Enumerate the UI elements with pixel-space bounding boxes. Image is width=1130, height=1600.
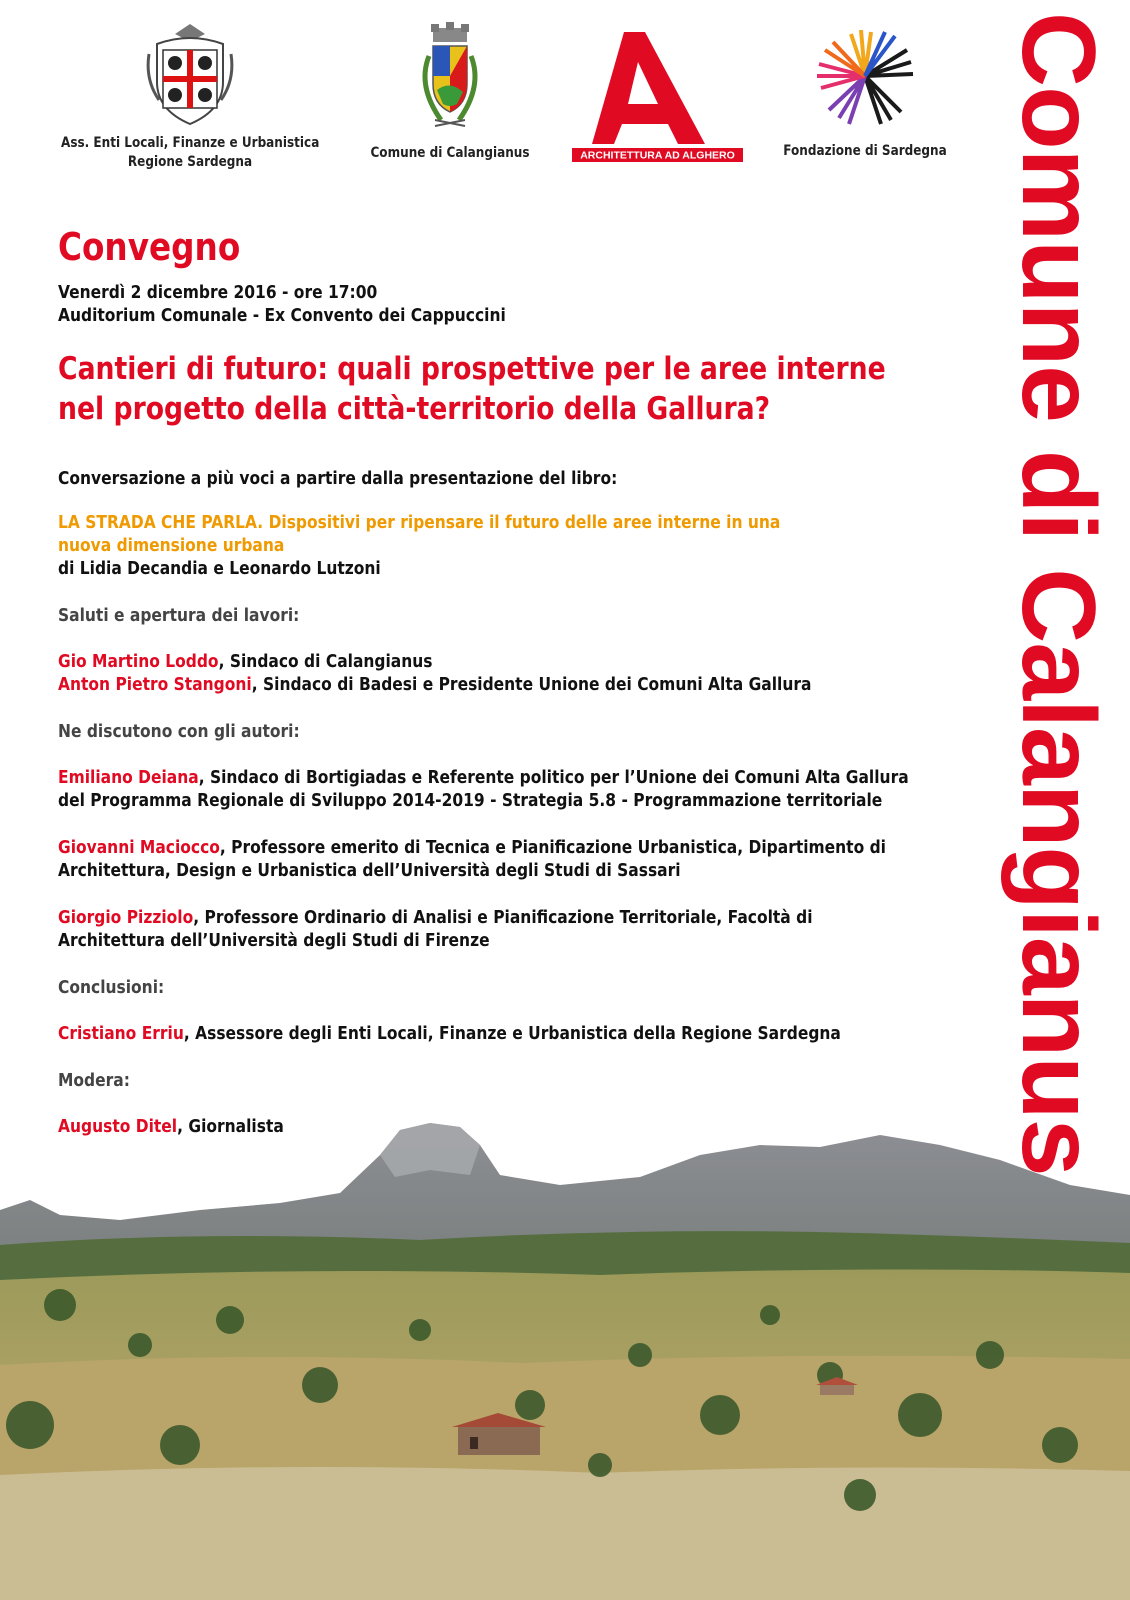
main-content <box>58 225 958 1138</box>
book-title-line1: LA STRADA CHE PARLA. Dispositivi per ripensare il futuro delle aree interne in una <box>58 512 781 533</box>
conclusioni-line <box>58 1022 957 1045</box>
modera-name: Augusto Ditel <box>58 1116 178 1137</box>
logo-regione-sardegna <box>40 20 340 172</box>
comune-caption: Comune di Calangianus <box>370 145 530 161</box>
speaker-name: Gio Martino Loddo <box>58 651 219 672</box>
conclusioni-name: Cristiano Erriu <box>58 1023 184 1044</box>
discussant-line <box>58 906 957 929</box>
discussant-line <box>58 836 957 859</box>
comune-crest-icon <box>405 20 495 136</box>
event-title <box>58 349 957 429</box>
speaker-role: , Sindaco di Calangianus <box>218 651 433 672</box>
architettura-a-logo-icon <box>570 20 745 162</box>
speaker-name: Anton Pietro Stangoni <box>58 674 252 695</box>
discussant-name: Emiliano Deiana <box>58 767 199 788</box>
discussant-role: , Professore emerito di Tecnica e Pianificazione Urbanistica, Dipartimento di <box>219 837 886 858</box>
logo-comune-calangianus <box>355 20 545 163</box>
discussant-role-cont: Architettura, Design e Urbanistica dell’Università degli Studi di Sassari <box>58 860 681 881</box>
event-title-line2: nel progetto della città-territorio della Gallura? <box>58 391 771 427</box>
conclusioni-role: , Assessore degli Enti Locali, Finanze e Urbanistica della Regione Sardegna <box>183 1023 841 1044</box>
discussants-heading: Ne discutono con gli autori: <box>58 721 300 742</box>
discussant-role-cont: Architettura dell’Università degli Studi di Firenze <box>58 930 490 951</box>
fondazione-caption: Fondazione di Sardegna <box>783 143 947 159</box>
architettura-caption: ARCHITETTURA AD ALGHERO <box>580 149 735 162</box>
modera-line <box>58 1115 957 1138</box>
landscape-photo <box>0 1115 1130 1600</box>
regione-crest-icon <box>145 20 235 130</box>
event-title-line1: Cantieri di futuro: quali prospettive per le aree interne <box>58 351 886 387</box>
book-title-line2: nuova dimensione urbana <box>58 535 285 556</box>
speaker-line <box>58 673 957 696</box>
saluti-heading: Saluti e apertura dei lavori: <box>58 605 300 626</box>
book-authors: di Lidia Decandia e Leonardo Lutzoni <box>58 558 381 579</box>
event-venue: Auditorium Comunale - Ex Convento dei Cappuccini <box>58 305 506 326</box>
logo-fondazione-sardegna <box>770 20 960 161</box>
discussant-role: , Sindaco di Bortigiadas e Referente politico per l’Unione dei Comuni Alta Gallura <box>198 767 909 788</box>
regione-caption-line2: Regione Sardegna <box>127 154 253 170</box>
discussant-role: , Professore Ordinario di Analisi e Pianificazione Territoriale, Facoltà di <box>193 907 813 928</box>
speaker-line <box>58 650 957 673</box>
speaker-role: , Sindaco di Badesi e Presidente Unione dei Comuni Alta Gallura <box>251 674 812 695</box>
book-intro: Conversazione a più voci a partire dalla presentazione del libro: <box>58 468 618 489</box>
discussant-name: Giovanni Maciocco <box>58 837 220 858</box>
logo-architettura-alghero <box>565 20 750 166</box>
fondazione-star-icon <box>809 20 921 132</box>
modera-heading: Modera: <box>58 1070 130 1091</box>
conclusioni-heading: Conclusioni: <box>58 977 165 998</box>
modera-role: , Giornalista <box>177 1116 284 1137</box>
event-date: Venerdì 2 dicembre 2016 - ore 17:00 <box>58 282 378 303</box>
side-title-vertical: Comune di Calangianus <box>1000 12 1116 1176</box>
event-type-heading: Convegno <box>58 225 241 269</box>
regione-caption-line1: Ass. Enti Locali, Finanze e Urbanistica <box>61 135 320 151</box>
discussant-role-cont: del Programma Regionale di Sviluppo 2014-2019 - Strategia 5.8 - Programmazione territoriale <box>58 790 883 811</box>
discussant-name: Giorgio Pizziolo <box>58 907 194 928</box>
discussant-line <box>58 766 957 789</box>
